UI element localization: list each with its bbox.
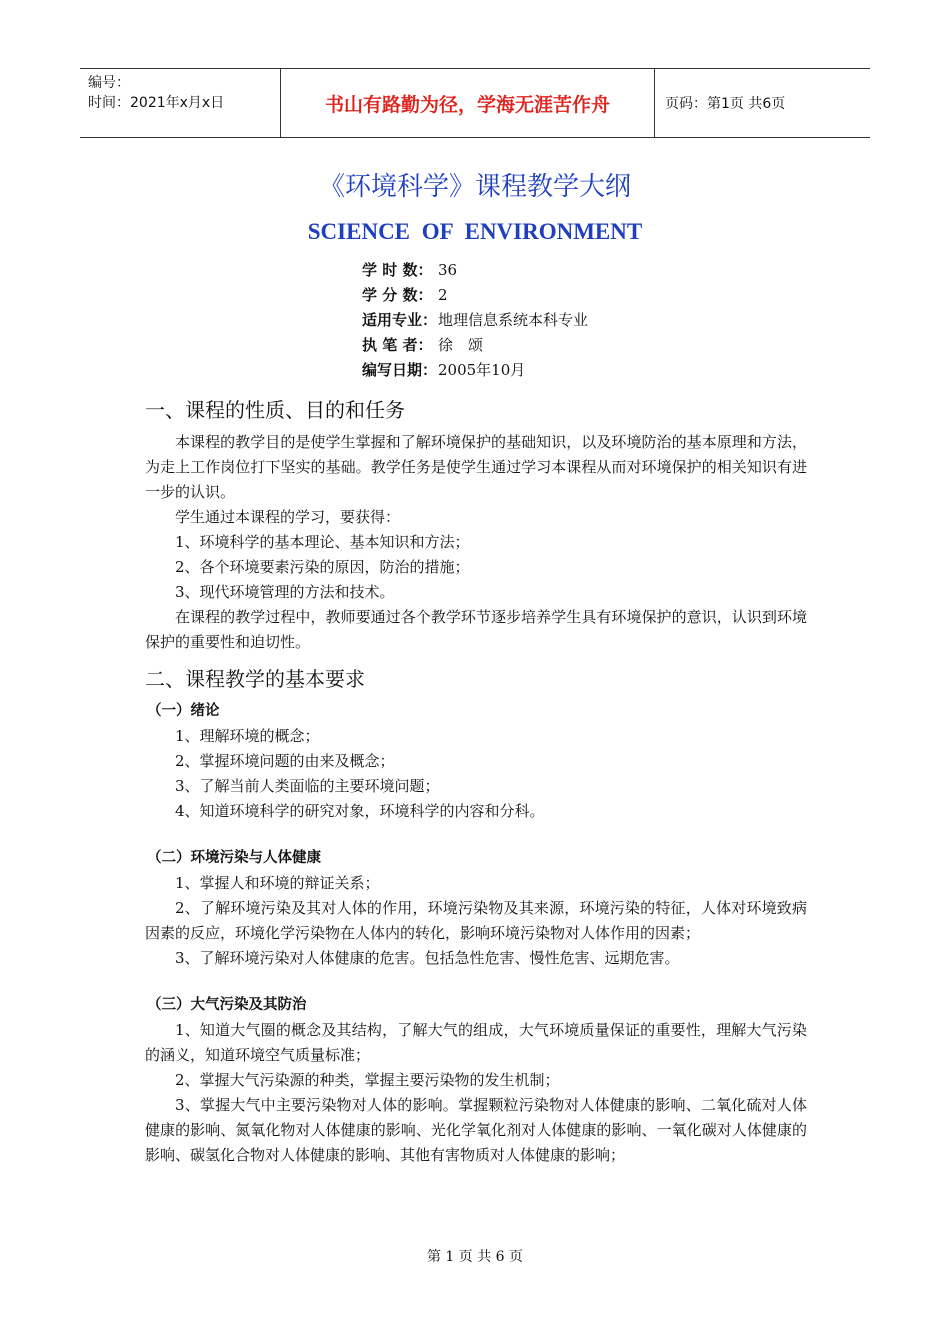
list-item: 2、掌握大气污染源的种类，掌握主要污染物的发生机制； xyxy=(175,1071,560,1089)
header-info xyxy=(80,69,280,137)
meta-row xyxy=(362,258,588,283)
meta-key: 执 笔 者： xyxy=(362,336,433,354)
page-footer: 第 1 页 共 6 页 xyxy=(426,1249,524,1265)
page-title: 《环境科学》课程教学大纲 xyxy=(318,172,631,202)
date-line: 时间：2021年x月x日 xyxy=(88,95,225,111)
list-item: 3、了解当前人类面临的主要环境问题； xyxy=(175,777,440,795)
meta-row xyxy=(362,283,588,308)
list-item: 1、知道大气圈的概念及其结构，了解大气的组成，大气环境质量保证的重要性，理解大气污染的涵义，知道环境空气质量标准； xyxy=(145,1021,807,1064)
course-meta xyxy=(362,258,588,383)
subsection-heading: （三）大气污染及其防治 xyxy=(147,997,307,1013)
meta-value: 36 xyxy=(438,261,458,279)
list-item: 2、掌握环境问题的由来及概念； xyxy=(175,752,395,770)
meta-value: 2005年10月 xyxy=(438,361,526,379)
meta-value: 地理信息系统本科专业 xyxy=(438,311,589,329)
list-item: 1、理解环境的概念； xyxy=(175,727,320,745)
meta-row xyxy=(362,308,588,333)
paragraph: 在课程的教学过程中，教师要通过各个教学环节逐步培养学生具有环境保护的意识，认识到环境保护的重要性和迫切性。 xyxy=(145,608,807,651)
page-subtitle: SCIENCE OF ENVIRONMENT xyxy=(307,219,643,244)
meta-key: 编写日期： xyxy=(362,361,438,379)
number-label: 编号： xyxy=(88,75,130,91)
meta-row xyxy=(362,333,588,358)
list-item: 3、现代环境管理的方法和技术。 xyxy=(175,583,395,601)
meta-row xyxy=(362,358,588,383)
document-header xyxy=(80,68,870,138)
meta-key: 学 分 数： xyxy=(362,286,433,304)
meta-key: 适用专业： xyxy=(362,311,438,329)
list-item: 3、掌握大气中主要污染物对人体的影响。掌握颗粒污染物对人体健康的影响、二氧化硫对人体健康的影响、氮氧化物对人体健康的影响、光化学氧化剂对人体健康的影响、一氧化碳对人体健康的影响、碳氢化合物对人体健康的影响、其他有害物质对人体健康的影响； xyxy=(145,1096,807,1164)
paragraph: 学生通过本课程的学习，要获得： xyxy=(175,508,401,526)
list-item: 2、各个环境要素污染的原因，防治的措施； xyxy=(175,558,470,576)
meta-key: 学 时 数： xyxy=(362,261,433,279)
header-page-info: 页码：第1页 共6页 xyxy=(665,96,786,112)
list-item: 2、了解环境污染及其对人体的作用，环境污染物及其来源，环境污染的特征，人体对环境致病因素的反应，环境化学污染物在人体内的转化，影响环境污染物对人体作用的因素； xyxy=(145,899,807,942)
header-motto: 书山有路勤为径，学海无涯苦作舟 xyxy=(280,69,655,137)
subsection-heading: （二）环境污染与人体健康 xyxy=(147,850,321,866)
section-heading: 一、课程的性质、目的和任务 xyxy=(145,398,405,422)
meta-value: 2 xyxy=(438,286,448,304)
list-item: 3、了解环境污染对人体健康的危害。包括急性危害、慢性危害、远期危害。 xyxy=(175,949,680,967)
document-body xyxy=(145,396,807,1168)
list-item: 1、环境科学的基本理论、基本知识和方法； xyxy=(175,533,470,551)
list-item: 4、知道环境科学的研究对象，环境科学的内容和分科。 xyxy=(175,802,545,820)
paragraph: 本课程的教学目的是使学生掌握和了解环境保护的基础知识，以及环境防治的基本原理和方法，为走上工作岗位打下坚实的基础。教学任务是使学生通过学习本课程从而对环境保护的相关知识有进一步的认识。 xyxy=(145,433,807,501)
subsection-heading: （一）绪论 xyxy=(147,703,220,719)
meta-value: 徐 颂 xyxy=(438,336,484,354)
list-item: 1、掌握人和环境的辩证关系； xyxy=(175,874,380,892)
section-heading: 二、课程教学的基本要求 xyxy=(145,667,365,691)
